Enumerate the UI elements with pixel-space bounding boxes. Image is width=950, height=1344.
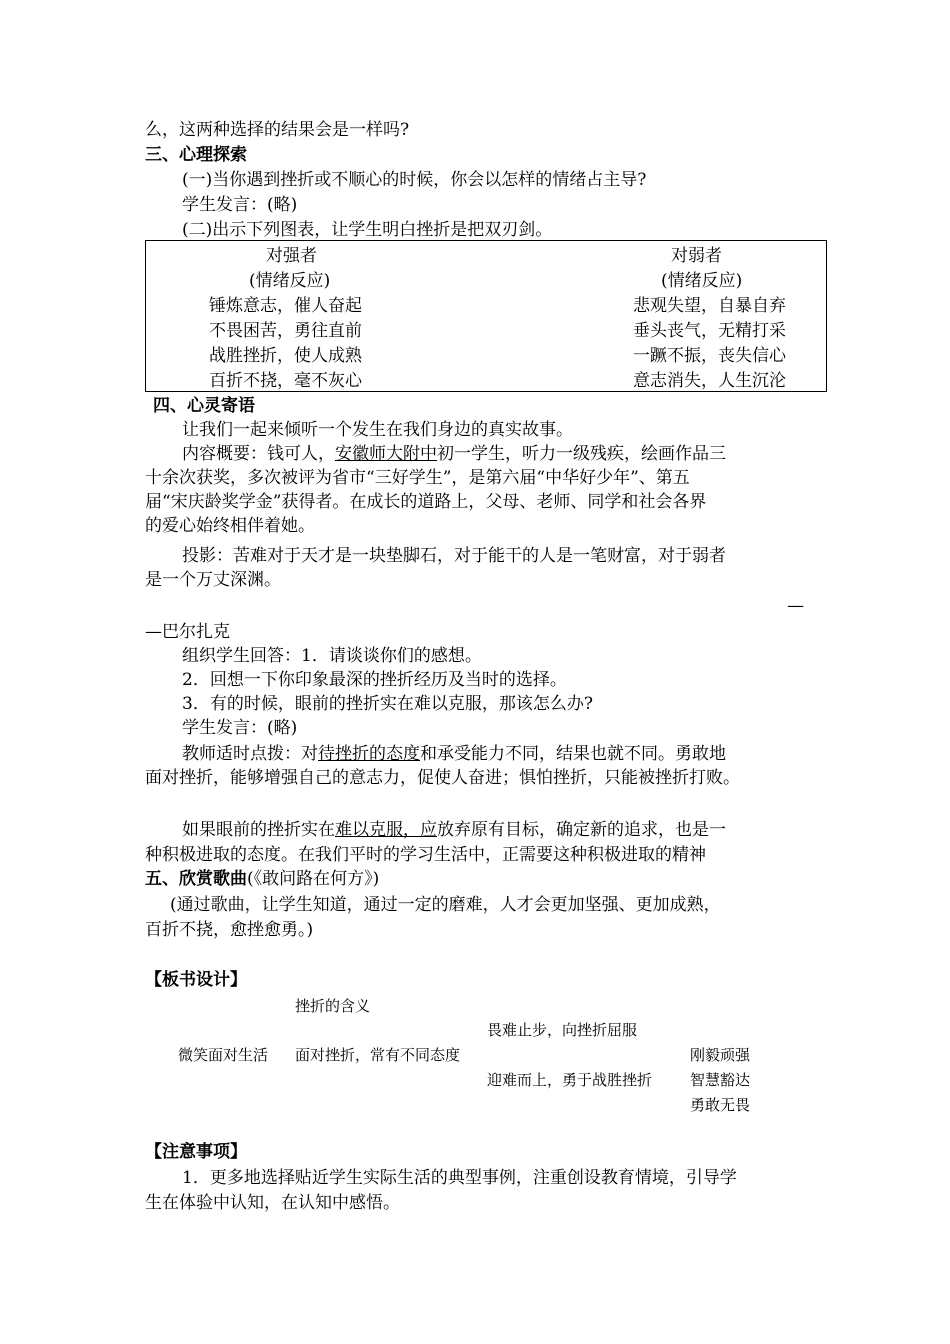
- emotion-table: [145, 240, 827, 392]
- underlined-text: 难以克服，应: [335, 820, 437, 840]
- section-3-heading: 三、心理探索: [145, 145, 247, 165]
- text: 初一学生，听力一级残疾，绘画作品三: [437, 444, 726, 464]
- notes-heading: 【注意事项】: [145, 1142, 247, 1162]
- section-4-heading: 四、心灵寄语: [153, 396, 255, 416]
- board-advance: 迎难而上，勇于战胜挫折: [487, 1071, 653, 1089]
- section-3-question-1: (一)当你遇到挫折或不顺心的时候，你会以怎样的情绪占主导?: [182, 170, 647, 190]
- text: 和承受能力不同，结果也就不同。勇敢地: [420, 744, 726, 764]
- school-name: 安徽师大附中: [335, 444, 437, 464]
- weak-heading: 对弱者: [671, 246, 722, 266]
- board-retreat: 畏难止步，向挫折屈服: [487, 1021, 638, 1039]
- strong-row: 不畏困苦，勇往直前: [209, 321, 362, 341]
- quote-author: —巴尔扎克: [145, 622, 230, 642]
- advice-line: [182, 818, 726, 842]
- underlined-text: 待挫折的态度: [318, 744, 420, 764]
- paragraph-line: 十余次获奖，多次被评为省市“三好学生”，是第六届“中华好少年”、第五: [145, 468, 690, 488]
- board-quality: 刚毅顽强: [690, 1046, 751, 1064]
- paragraph-line: (通过歌曲，让学生知道，通过一定的磨难，人才会更加坚强、更加成熟，: [170, 895, 721, 915]
- strong-row: 战胜挫折，使人成熟: [209, 346, 362, 366]
- text: 放弃原有目标，确定新的追求，也是一: [437, 820, 726, 840]
- weak-row: 悲观失望，自暴自弃: [633, 296, 786, 316]
- board-design-heading: 【板书设计】: [145, 970, 247, 990]
- song-title: (《敢问路在何方》): [247, 869, 380, 889]
- intro-line: 么，这两种选择的结果会是一样吗?: [145, 120, 410, 140]
- weak-subheading: (情绪反应): [661, 271, 743, 291]
- teacher-guide-line: [182, 742, 726, 766]
- board-smile: 微笑面对生活: [178, 1046, 269, 1064]
- board-face: 面对挫折，常有不同态度: [295, 1046, 461, 1064]
- quote-line: 是一个万丈深渊。: [145, 570, 281, 590]
- strong-row: 锤炼意志，催人奋起: [209, 296, 362, 316]
- text: 教师适时点拨：对: [182, 744, 318, 764]
- paragraph-line: 种积极进取的态度。在我们平时的学习生活中，正需要这种积极进取的精神: [145, 845, 706, 865]
- text: 内容概要：钱可人，: [182, 444, 335, 464]
- section-5-heading-line: [145, 867, 379, 891]
- quote-line: 投影：苦难对于天才是一块垫脚石，对于能干的人是一笔财富，对于弱者: [182, 546, 726, 566]
- section-3-student-speak: 学生发言：(略): [182, 195, 298, 215]
- question-line: 2．回想一下你印象最深的挫折经历及当时的选择。: [182, 670, 567, 690]
- strong-subheading: (情绪反应): [249, 271, 331, 291]
- story-summary-line: [182, 442, 726, 466]
- question-line: 3．有的时候，眼前的挫折实在难以克服，那该怎么办?: [182, 694, 593, 714]
- question-line: 组织学生回答：1．请谈谈你们的感想。: [182, 646, 482, 666]
- weak-row: 意志消失，人生沉沦: [633, 371, 786, 391]
- section-5-heading: 五、欣赏歌曲: [145, 869, 247, 889]
- paragraph-line: 面对挫折，能够增强自己的意志力，促使人奋进；惧怕挫折，只能被挫折打败。: [145, 768, 740, 788]
- board-quality: 勇敢无畏: [690, 1096, 751, 1114]
- section-3-question-2: (二)出示下列图表，让学生明白挫折是把双刃剑。: [182, 220, 553, 240]
- board-quality: 智慧豁达: [690, 1071, 751, 1089]
- weak-row: 一蹶不振，丧失信心: [633, 346, 786, 366]
- student-speak: 学生发言：(略): [182, 718, 298, 738]
- text: 如果眼前的挫折实在: [182, 820, 335, 840]
- attribution-dash: —: [787, 596, 804, 616]
- paragraph-line: 百折不挠，愈挫愈勇。): [145, 920, 314, 940]
- paragraph-line: 让我们一起来倾听一个发生在我们身边的真实故事。: [182, 420, 573, 440]
- paragraph-line: 1．更多地选择贴近学生实际生活的典型事例，注重创设教育情境，引导学: [182, 1168, 737, 1188]
- paragraph-line: 生在体验中认知，在认知中感悟。: [145, 1193, 400, 1213]
- weak-row: 垂头丧气，无精打采: [633, 321, 786, 341]
- board-meaning: 挫折的含义: [295, 997, 371, 1015]
- paragraph-line: 的爱心始终相伴着她。: [145, 516, 315, 536]
- strong-heading: 对强者: [266, 246, 317, 266]
- paragraph-line: 届“宋庆龄奖学金”获得者。在成长的道路上，父母、老师、同学和社会各界: [145, 492, 707, 512]
- strong-row: 百折不挠，毫不灰心: [209, 371, 362, 391]
